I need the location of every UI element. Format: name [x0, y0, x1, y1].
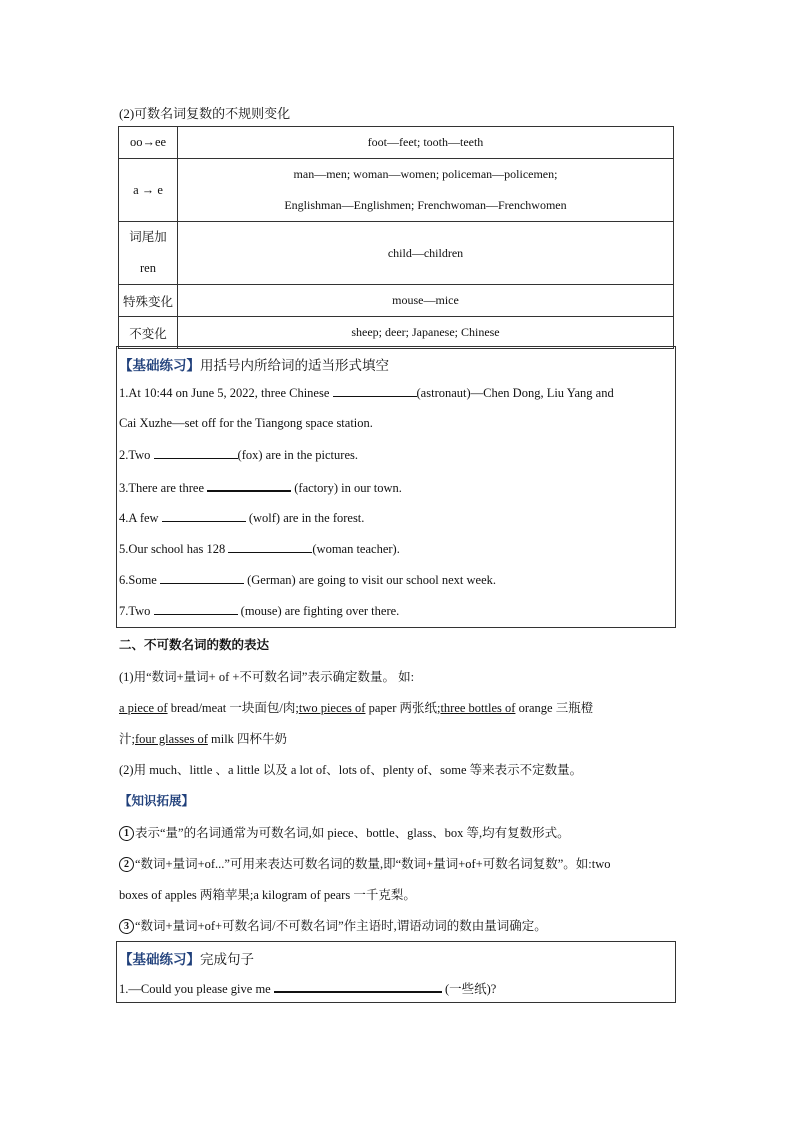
rule-key: 特殊变化	[119, 285, 178, 317]
knowledge-item-1: 1 表示“量”的名词通常为可数名词,如 piece、bottle、glass、box 等,均有复数形式。	[119, 823, 570, 841]
number-2-icon: 2	[119, 857, 134, 872]
question-6: 6.Some (German) are going to visit our school next week.	[119, 573, 496, 587]
answer-blank[interactable]	[207, 479, 291, 492]
section-2-title: 二、不可数名词的数的表达	[119, 638, 270, 652]
answer-blank[interactable]	[333, 385, 417, 397]
rule-value: man—men; woman—women; policeman—policemen; Englishman—Englishmen; Frenchwoman—Frenchwomen	[178, 159, 674, 222]
question-7: 7.Two (mouse) are fighting over there.	[119, 604, 400, 618]
rule-value: foot—feet; tooth—teeth	[178, 127, 674, 159]
rule-value: sheep; deer; Japanese; Chinese	[178, 317, 674, 349]
table-row	[119, 317, 674, 349]
irregular-plural-table	[118, 126, 674, 349]
question-4: 4.A few (wolf) are in the forest.	[119, 511, 365, 525]
section-2-p2: (2)用 much、little 、a little 以及 a lot of、lots of、plenty of、some 等来表示不定数量。	[119, 763, 583, 777]
question-1-cont: Cai Xuzhe—set off for the Tiangong space station.	[119, 416, 373, 430]
question-5: 5.Our school has 128 (woman teacher).	[119, 542, 400, 556]
question-3: 3.There are three (factory) in our town.	[119, 481, 402, 495]
knowledge-item-2: 2 “数词+量词+of...”可用来表达可数名词的数量,即“数词+量词+of+可数名词复数”。如:two	[119, 854, 611, 872]
number-1-icon: 1	[119, 826, 134, 841]
exercise-1-title: 【基础练习】用括号内所给词的适当形式填空	[119, 358, 389, 373]
rule-key: 词尾加ren	[119, 222, 178, 285]
section-heading: (2)可数名词复数的不规则变化	[119, 106, 291, 121]
answer-blank[interactable]	[154, 603, 238, 615]
exercise-2-question-1: 1.—Could you please give me (一些纸)?	[119, 982, 497, 996]
exercise-2-title: 【基础练习】完成句子	[119, 952, 254, 967]
table-row	[119, 222, 674, 285]
answer-blank[interactable]	[228, 541, 312, 553]
table-row	[119, 285, 674, 317]
question-2: 2.Two (fox) are in the pictures.	[119, 448, 358, 462]
number-3-icon: 3	[119, 919, 134, 934]
rule-key: 不变化	[119, 317, 178, 349]
knowledge-title: 【知识拓展】	[119, 794, 195, 808]
section-2-p1: (1)用“数词+量词+ of +不可数名词”表示确定数量。 如:	[119, 670, 415, 684]
rule-value: mouse—mice	[178, 285, 674, 317]
answer-blank[interactable]	[160, 572, 244, 584]
section-2-examples: a piece of bread/meat 一块面包/肉;two pieces of paper 两张纸;three bottles of orange 三瓶橙	[119, 701, 594, 715]
section-2-examples-cont: 汁;four glasses of milk 四杯牛奶	[119, 732, 288, 746]
answer-blank[interactable]	[162, 510, 246, 522]
table-row	[119, 127, 674, 159]
knowledge-item-2-cont: boxes of apples 两箱苹果;a kilogram of pears 一千克梨。	[119, 888, 416, 902]
answer-blank[interactable]	[154, 447, 238, 459]
table-row	[119, 159, 674, 222]
rule-key: oo→ee	[119, 127, 178, 159]
knowledge-item-3: 3 “数词+量词+of+可数名词/不可数名词”作主语时,谓语动词的数由量词确定。	[119, 916, 547, 934]
rule-key: a → e	[119, 159, 178, 222]
answer-blank[interactable]	[274, 980, 442, 993]
rule-value: child—children	[178, 222, 674, 285]
question-1: 1.At 10:44 on June 5, 2022, three Chinese (astronaut)—Chen Dong, Liu Yang and	[119, 386, 614, 400]
